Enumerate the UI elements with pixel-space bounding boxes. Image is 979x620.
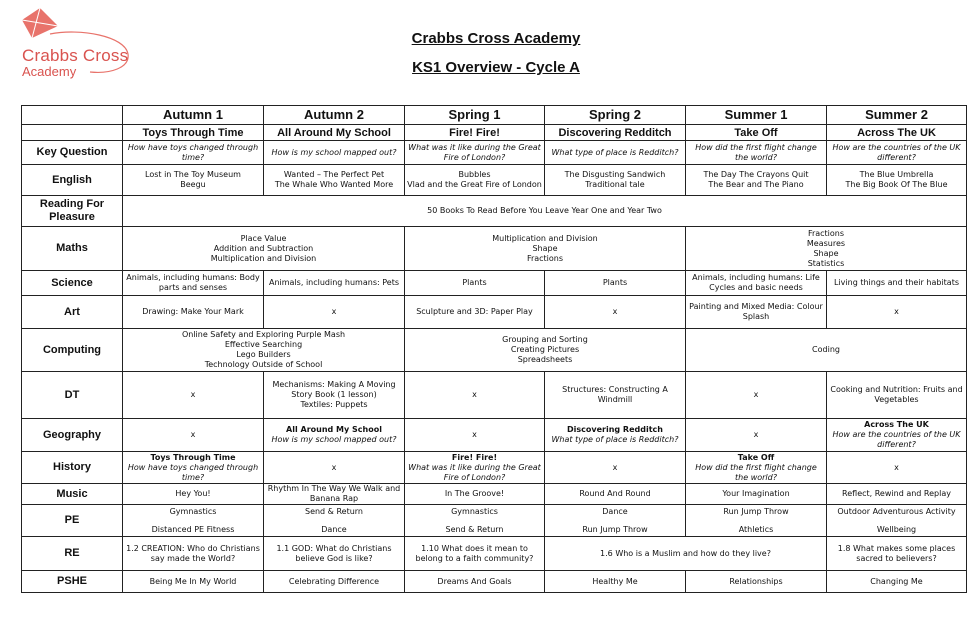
- key-question-cell: What was it like during the Great Fire of London?: [405, 141, 545, 165]
- geography-text: How are the countries of the UK different?: [832, 430, 961, 449]
- pshe-cell: Healthy Me: [545, 571, 686, 593]
- computing-spring-cell: Grouping and Sorting Creating Pictures Spreadsheets: [405, 329, 686, 372]
- re-cell: 1.10 What does it mean to belong to a faith community?: [405, 537, 545, 571]
- pe-bottom: Dance: [321, 524, 347, 534]
- dt-cell: Mechanisms: Making A Moving Story Book (1 lesson) Textiles: Puppets: [264, 372, 405, 419]
- reading-cell: 50 Books To Read Before You Leave Year One and Year Two: [123, 196, 967, 227]
- key-question-cell: How have toys changed through time?: [123, 141, 264, 165]
- history-cell: [123, 452, 264, 484]
- science-cell: Animals, including humans: Body parts and senses: [123, 271, 264, 296]
- art-cell: x: [264, 296, 405, 329]
- row-header: PSHE: [22, 571, 123, 593]
- table-row: [22, 419, 967, 452]
- pe-cell: [264, 505, 405, 537]
- table-row: [22, 227, 967, 271]
- overview-table: [21, 105, 967, 593]
- geography-text: What type of place is Redditch?: [551, 435, 679, 444]
- history-topic: Fire! Fire!: [451, 452, 498, 462]
- row-header: RE: [22, 537, 123, 571]
- history-cell: [686, 452, 827, 484]
- table-row: [22, 329, 967, 372]
- geography-cell: [405, 419, 545, 452]
- english-cell: The Disgusting Sandwich Traditional tale: [545, 165, 686, 196]
- corner-cell: [22, 106, 123, 125]
- pe-top: Dance: [602, 506, 628, 516]
- english-cell: The Blue Umbrella The Big Book Of The Blue: [827, 165, 967, 196]
- row-header: History: [22, 452, 123, 484]
- dt-cell: x: [686, 372, 827, 419]
- art-cell: Painting and Mixed Media: Colour Splash: [686, 296, 827, 329]
- term-header: Summer 1: [686, 106, 827, 125]
- row-header: PE: [22, 505, 123, 537]
- topic-header: Take Off: [686, 125, 827, 141]
- row-header: Geography: [22, 419, 123, 452]
- computing-autumn-cell: Online Safety and Exploring Purple Mash Effective Searching Lego Builders Technology Outside of School: [123, 329, 405, 372]
- row-header: Key Question: [22, 141, 123, 165]
- geography-text: How is my school mapped out?: [271, 435, 397, 444]
- pe-bottom: Athletics: [738, 524, 774, 534]
- table-row: [22, 537, 967, 571]
- term-header: Spring 1: [405, 106, 545, 125]
- history-text: x: [331, 462, 337, 472]
- maths-summer-cell: Fractions Measures Shape Statistics: [686, 227, 967, 271]
- term-header: Summer 2: [827, 106, 967, 125]
- history-cell: [827, 452, 967, 484]
- table-row: [22, 372, 967, 419]
- music-cell: Rhythm In The Way We Walk and Banana Rap: [264, 484, 405, 505]
- topic-header: Toys Through Time: [123, 125, 264, 141]
- geography-text: x: [472, 430, 477, 439]
- row-header: English: [22, 165, 123, 196]
- corner-cell: [22, 125, 123, 141]
- table-row: [22, 452, 967, 484]
- history-cell: [545, 452, 686, 484]
- row-header: DT: [22, 372, 123, 419]
- history-text: x: [612, 462, 618, 472]
- key-question-cell: How are the countries of the UK different?: [827, 141, 967, 165]
- re-merged-cell: 1.6 Who is a Muslim and how do they live?: [545, 537, 827, 571]
- row-header: Reading For Pleasure: [22, 196, 123, 227]
- art-cell: x: [827, 296, 967, 329]
- row-header: Computing: [22, 329, 123, 372]
- logo-sub-text: Academy: [22, 64, 77, 79]
- pe-top: Gymnastics: [169, 506, 217, 516]
- re-cell: 1.2 CREATION: Who do Christians say made the World?: [123, 537, 264, 571]
- music-cell: Reflect, Rewind and Replay: [827, 484, 967, 505]
- maths-autumn-cell: Place Value Addition and Subtraction Multiplication and Division: [123, 227, 405, 271]
- dt-cell: Structures: Constructing A Windmill: [545, 372, 686, 419]
- dt-cell: x: [123, 372, 264, 419]
- pe-bottom: Run Jump Throw: [582, 524, 648, 534]
- pe-top: Outdoor Adventurous Activity: [837, 506, 956, 516]
- term-header: Autumn 2: [264, 106, 405, 125]
- pe-bottom: Send & Return: [445, 524, 504, 534]
- science-cell: Living things and their habitats: [827, 271, 967, 296]
- history-topic: Take Off: [737, 452, 775, 462]
- table-row: [22, 196, 967, 227]
- row-header: Maths: [22, 227, 123, 271]
- pe-top: Send & Return: [304, 506, 364, 516]
- history-topic: Toys Through Time: [150, 452, 236, 462]
- history-cell: [405, 452, 545, 484]
- geography-topic: Across The UK: [864, 420, 929, 429]
- page-subtitle: KS1 Overview - Cycle A: [412, 59, 580, 76]
- pe-cell: [123, 505, 264, 537]
- geography-cell: [827, 419, 967, 452]
- computing-summer-cell: Coding: [686, 329, 967, 372]
- pe-cell: [686, 505, 827, 537]
- science-cell: Animals, including humans: Pets: [264, 271, 405, 296]
- dt-cell: x: [405, 372, 545, 419]
- pe-top: Run Jump Throw: [723, 506, 789, 516]
- geography-topic: Discovering Redditch: [567, 425, 663, 434]
- topic-header: Fire! Fire!: [405, 125, 545, 141]
- topic-header-row: [22, 125, 967, 141]
- english-cell: The Day The Crayons Quit The Bear and The Piano: [686, 165, 827, 196]
- art-cell: x: [545, 296, 686, 329]
- table-row: [22, 484, 967, 505]
- maths-spring-cell: Multiplication and Division Shape Fractions: [405, 227, 686, 271]
- geography-cell: [686, 419, 827, 452]
- science-cell: Animals, including humans: Life Cycles and basic needs: [686, 271, 827, 296]
- key-question-cell: How did the first flight change the world?: [686, 141, 827, 165]
- pshe-cell: Relationships: [686, 571, 827, 593]
- english-cell: Lost in The Toy Museum Beegu: [123, 165, 264, 196]
- table-row: [22, 271, 967, 296]
- art-cell: Sculpture and 3D: Paper Play: [405, 296, 545, 329]
- term-header: Spring 2: [545, 106, 686, 125]
- pe-cell: [827, 505, 967, 537]
- science-cell: Plants: [545, 271, 686, 296]
- art-cell: Drawing: Make Your Mark: [123, 296, 264, 329]
- table-row: [22, 571, 967, 593]
- re-cell: 1.8 What makes some places sacred to believers?: [827, 537, 967, 571]
- music-cell: Round And Round: [545, 484, 686, 505]
- table-row: [22, 141, 967, 165]
- history-cell: [264, 452, 405, 484]
- english-cell: Bubbles Vlad and the Great Fire of London: [405, 165, 545, 196]
- geography-cell: [264, 419, 405, 452]
- row-header: Science: [22, 271, 123, 296]
- key-question-cell: What type of place is Redditch?: [545, 141, 686, 165]
- pe-bottom: Wellbeing: [876, 524, 917, 534]
- pshe-cell: Dreams And Goals: [405, 571, 545, 593]
- topic-header: Discovering Redditch: [545, 125, 686, 141]
- topic-header: All Around My School: [264, 125, 405, 141]
- pshe-cell: Celebrating Difference: [264, 571, 405, 593]
- pe-cell: [405, 505, 545, 537]
- pshe-cell: Being Me In My World: [123, 571, 264, 593]
- re-cell: 1.1 GOD: What do Christians believe God is like?: [264, 537, 405, 571]
- geography-text: x: [753, 430, 759, 439]
- music-cell: Hey You!: [123, 484, 264, 505]
- pe-cell: [545, 505, 686, 537]
- history-text: How did the first flight change the world?: [695, 462, 817, 482]
- row-header: Art: [22, 296, 123, 329]
- topic-header: Across The UK: [827, 125, 967, 141]
- page-header: [0, 30, 979, 76]
- history-text: How have toys changed through time?: [127, 462, 259, 482]
- english-cell: Wanted – The Perfect Pet The Whale Who Wanted More: [264, 165, 405, 196]
- geography-text: x: [190, 430, 196, 439]
- table-row: [22, 505, 967, 537]
- pshe-cell: Changing Me: [827, 571, 967, 593]
- table-row: [22, 296, 967, 329]
- geography-topic: All Around My School: [286, 425, 382, 434]
- history-text: What was it like during the Great Fire of London?: [408, 462, 541, 482]
- geography-cell: [123, 419, 264, 452]
- page-title: Crabbs Cross Academy: [411, 30, 581, 47]
- science-cell: Plants: [405, 271, 545, 296]
- music-cell: Your Imagination: [686, 484, 827, 505]
- geography-cell: [545, 419, 686, 452]
- pe-bottom: Distanced PE Fitness: [151, 524, 235, 534]
- key-question-cell: How is my school mapped out?: [264, 141, 405, 165]
- term-header-row: [22, 106, 967, 125]
- logo-brand-text: Crabbs Cross: [22, 46, 129, 65]
- row-header: Music: [22, 484, 123, 505]
- pe-top: Gymnastics: [451, 506, 498, 516]
- music-cell: In The Groove!: [405, 484, 545, 505]
- dt-cell: Cooking and Nutrition: Fruits and Vegetables: [827, 372, 967, 419]
- table-row: [22, 165, 967, 196]
- history-text: x: [894, 462, 899, 472]
- term-header: Autumn 1: [123, 106, 264, 125]
